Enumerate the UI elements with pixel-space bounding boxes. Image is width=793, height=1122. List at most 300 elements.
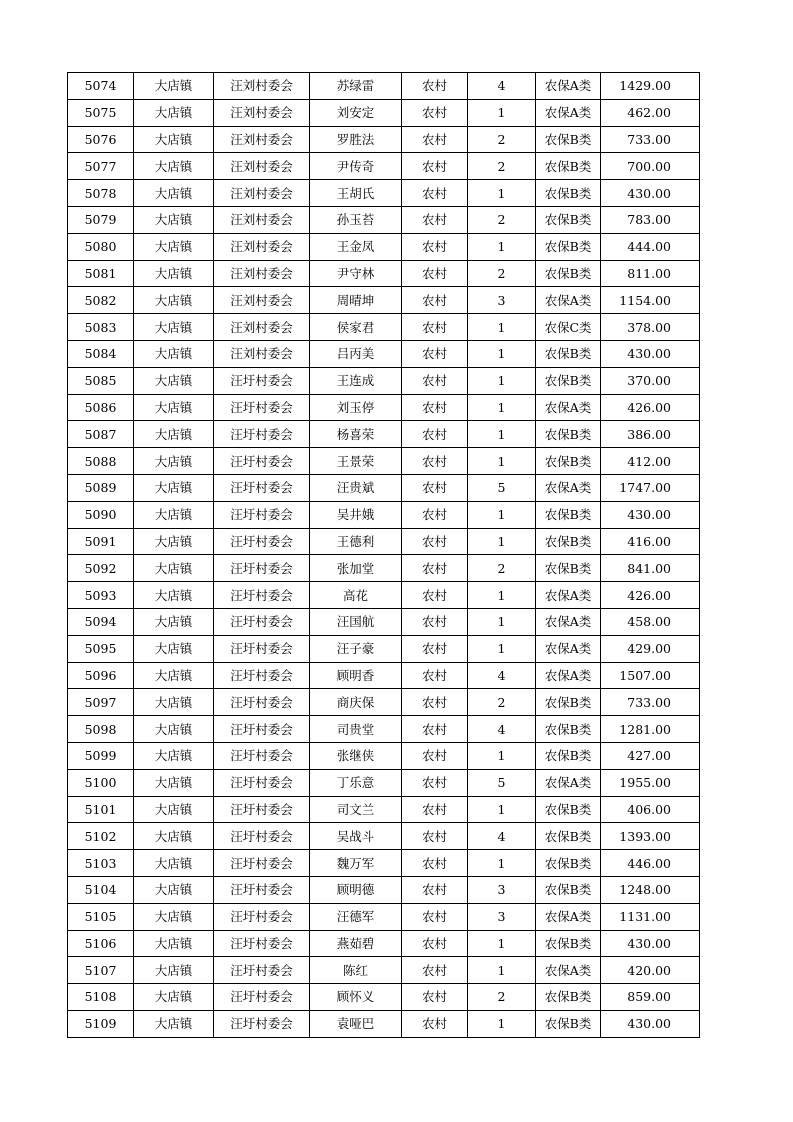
town-cell: 大店镇 xyxy=(134,716,214,743)
record-number-cell: 5089 xyxy=(68,474,134,501)
area-type-cell: 农村 xyxy=(402,421,468,448)
table-row xyxy=(68,850,700,877)
record-number-cell: 5084 xyxy=(68,340,134,367)
record-number-cell: 5096 xyxy=(68,662,134,689)
amount-cell: 370.00 xyxy=(601,367,700,394)
village-committee-cell: 汪刘村委会 xyxy=(214,206,310,233)
town-cell: 大店镇 xyxy=(134,448,214,475)
record-number-cell: 5107 xyxy=(68,957,134,984)
town-cell: 大店镇 xyxy=(134,474,214,501)
amount-cell: 420.00 xyxy=(601,957,700,984)
town-cell: 大店镇 xyxy=(134,662,214,689)
name-cell: 王金凤 xyxy=(310,233,402,260)
area-type-cell: 农村 xyxy=(402,314,468,341)
village-committee-cell: 汪圩村委会 xyxy=(214,850,310,877)
village-committee-cell: 汪圩村委会 xyxy=(214,635,310,662)
table-row xyxy=(68,582,700,609)
table-row xyxy=(68,367,700,394)
town-cell: 大店镇 xyxy=(134,689,214,716)
name-cell: 吕丙美 xyxy=(310,340,402,367)
household-size-cell: 2 xyxy=(468,126,536,153)
amount-cell: 1747.00 xyxy=(601,474,700,501)
town-cell: 大店镇 xyxy=(134,99,214,126)
town-cell: 大店镇 xyxy=(134,850,214,877)
record-number-cell: 5074 xyxy=(68,73,134,100)
record-number-cell: 5108 xyxy=(68,984,134,1011)
household-size-cell: 1 xyxy=(468,233,536,260)
insurance-category-cell: 农保B类 xyxy=(536,153,601,180)
table-row xyxy=(68,180,700,207)
area-type-cell: 农村 xyxy=(402,367,468,394)
village-committee-cell: 汪圩村委会 xyxy=(214,769,310,796)
insurance-category-cell: 农保B类 xyxy=(536,233,601,260)
village-committee-cell: 汪圩村委会 xyxy=(214,689,310,716)
amount-cell: 430.00 xyxy=(601,1010,700,1037)
table-row xyxy=(68,930,700,957)
record-number-cell: 5080 xyxy=(68,233,134,260)
town-cell: 大店镇 xyxy=(134,206,214,233)
amount-cell: 426.00 xyxy=(601,394,700,421)
amount-cell: 426.00 xyxy=(601,582,700,609)
town-cell: 大店镇 xyxy=(134,608,214,635)
household-size-cell: 1 xyxy=(468,448,536,475)
name-cell: 王胡氏 xyxy=(310,180,402,207)
town-cell: 大店镇 xyxy=(134,635,214,662)
insurance-category-cell: 农保B类 xyxy=(536,796,601,823)
village-committee-cell: 汪刘村委会 xyxy=(214,180,310,207)
table-row xyxy=(68,394,700,421)
area-type-cell: 农村 xyxy=(402,153,468,180)
amount-cell: 430.00 xyxy=(601,180,700,207)
town-cell: 大店镇 xyxy=(134,769,214,796)
household-size-cell: 2 xyxy=(468,689,536,716)
village-committee-cell: 汪圩村委会 xyxy=(214,876,310,903)
name-cell: 汪贵斌 xyxy=(310,474,402,501)
area-type-cell: 农村 xyxy=(402,340,468,367)
area-type-cell: 农村 xyxy=(402,528,468,555)
area-type-cell: 农村 xyxy=(402,394,468,421)
town-cell: 大店镇 xyxy=(134,930,214,957)
area-type-cell: 农村 xyxy=(402,662,468,689)
town-cell: 大店镇 xyxy=(134,876,214,903)
village-committee-cell: 汪圩村委会 xyxy=(214,421,310,448)
name-cell: 孙玉苔 xyxy=(310,206,402,233)
amount-cell: 1248.00 xyxy=(601,876,700,903)
area-type-cell: 农村 xyxy=(402,448,468,475)
insurance-category-cell: 农保B类 xyxy=(536,340,601,367)
benefit-table xyxy=(67,72,700,1038)
name-cell: 司贵堂 xyxy=(310,716,402,743)
record-number-cell: 5093 xyxy=(68,582,134,609)
amount-cell: 1429.00 xyxy=(601,73,700,100)
record-number-cell: 5097 xyxy=(68,689,134,716)
table-row xyxy=(68,742,700,769)
table-row xyxy=(68,206,700,233)
record-number-cell: 5083 xyxy=(68,314,134,341)
household-size-cell: 1 xyxy=(468,340,536,367)
area-type-cell: 农村 xyxy=(402,930,468,957)
table-row xyxy=(68,73,700,100)
insurance-category-cell: 农保A类 xyxy=(536,582,601,609)
amount-cell: 811.00 xyxy=(601,260,700,287)
village-committee-cell: 汪圩村委会 xyxy=(214,930,310,957)
table-row xyxy=(68,957,700,984)
household-size-cell: 4 xyxy=(468,716,536,743)
household-size-cell: 1 xyxy=(468,957,536,984)
record-number-cell: 5078 xyxy=(68,180,134,207)
household-size-cell: 1 xyxy=(468,582,536,609)
village-committee-cell: 汪刘村委会 xyxy=(214,260,310,287)
insurance-category-cell: 农保B类 xyxy=(536,501,601,528)
table-row xyxy=(68,233,700,260)
amount-cell: 386.00 xyxy=(601,421,700,448)
insurance-category-cell: 农保B类 xyxy=(536,260,601,287)
insurance-category-cell: 农保B类 xyxy=(536,1010,601,1037)
record-number-cell: 5085 xyxy=(68,367,134,394)
village-committee-cell: 汪圩村委会 xyxy=(214,742,310,769)
area-type-cell: 农村 xyxy=(402,984,468,1011)
record-number-cell: 5109 xyxy=(68,1010,134,1037)
table-row xyxy=(68,823,700,850)
name-cell: 王连成 xyxy=(310,367,402,394)
amount-cell: 427.00 xyxy=(601,742,700,769)
household-size-cell: 1 xyxy=(468,421,536,448)
household-size-cell: 1 xyxy=(468,501,536,528)
area-type-cell: 农村 xyxy=(402,957,468,984)
household-size-cell: 5 xyxy=(468,769,536,796)
area-type-cell: 农村 xyxy=(402,99,468,126)
village-committee-cell: 汪刘村委会 xyxy=(214,233,310,260)
name-cell: 吴战斗 xyxy=(310,823,402,850)
household-size-cell: 1 xyxy=(468,367,536,394)
insurance-category-cell: 农保C类 xyxy=(536,314,601,341)
table-row xyxy=(68,287,700,314)
name-cell: 商庆保 xyxy=(310,689,402,716)
table-body xyxy=(68,73,700,1038)
household-size-cell: 4 xyxy=(468,823,536,850)
insurance-category-cell: 农保B类 xyxy=(536,930,601,957)
area-type-cell: 农村 xyxy=(402,850,468,877)
town-cell: 大店镇 xyxy=(134,314,214,341)
insurance-category-cell: 农保B类 xyxy=(536,689,601,716)
insurance-category-cell: 农保A类 xyxy=(536,99,601,126)
amount-cell: 841.00 xyxy=(601,555,700,582)
area-type-cell: 农村 xyxy=(402,287,468,314)
name-cell: 尹传奇 xyxy=(310,153,402,180)
insurance-category-cell: 农保B类 xyxy=(536,716,601,743)
area-type-cell: 农村 xyxy=(402,635,468,662)
area-type-cell: 农村 xyxy=(402,742,468,769)
town-cell: 大店镇 xyxy=(134,287,214,314)
insurance-category-cell: 农保B类 xyxy=(536,528,601,555)
household-size-cell: 1 xyxy=(468,850,536,877)
insurance-category-cell: 农保B类 xyxy=(536,126,601,153)
household-size-cell: 1 xyxy=(468,314,536,341)
village-committee-cell: 汪圩村委会 xyxy=(214,474,310,501)
amount-cell: 462.00 xyxy=(601,99,700,126)
town-cell: 大店镇 xyxy=(134,501,214,528)
insurance-category-cell: 农保B类 xyxy=(536,421,601,448)
amount-cell: 733.00 xyxy=(601,689,700,716)
insurance-category-cell: 农保B类 xyxy=(536,206,601,233)
town-cell: 大店镇 xyxy=(134,421,214,448)
record-number-cell: 5099 xyxy=(68,742,134,769)
village-committee-cell: 汪圩村委会 xyxy=(214,957,310,984)
insurance-category-cell: 农保A类 xyxy=(536,635,601,662)
table-row xyxy=(68,984,700,1011)
household-size-cell: 1 xyxy=(468,1010,536,1037)
name-cell: 王德利 xyxy=(310,528,402,555)
town-cell: 大店镇 xyxy=(134,126,214,153)
area-type-cell: 农村 xyxy=(402,689,468,716)
record-number-cell: 5087 xyxy=(68,421,134,448)
amount-cell: 700.00 xyxy=(601,153,700,180)
household-size-cell: 1 xyxy=(468,742,536,769)
village-committee-cell: 汪刘村委会 xyxy=(214,73,310,100)
amount-cell: 733.00 xyxy=(601,126,700,153)
amount-cell: 429.00 xyxy=(601,635,700,662)
table-row xyxy=(68,501,700,528)
name-cell: 侯家君 xyxy=(310,314,402,341)
record-number-cell: 5103 xyxy=(68,850,134,877)
insurance-category-cell: 农保B类 xyxy=(536,850,601,877)
name-cell: 魏万军 xyxy=(310,850,402,877)
table-row xyxy=(68,689,700,716)
town-cell: 大店镇 xyxy=(134,984,214,1011)
insurance-category-cell: 农保A类 xyxy=(536,957,601,984)
insurance-category-cell: 农保A类 xyxy=(536,903,601,930)
record-number-cell: 5101 xyxy=(68,796,134,823)
record-number-cell: 5076 xyxy=(68,126,134,153)
village-committee-cell: 汪圩村委会 xyxy=(214,796,310,823)
household-size-cell: 2 xyxy=(468,153,536,180)
household-size-cell: 5 xyxy=(468,474,536,501)
insurance-category-cell: 农保A类 xyxy=(536,662,601,689)
record-number-cell: 5090 xyxy=(68,501,134,528)
household-size-cell: 1 xyxy=(468,796,536,823)
table-row xyxy=(68,555,700,582)
town-cell: 大店镇 xyxy=(134,260,214,287)
record-number-cell: 5077 xyxy=(68,153,134,180)
town-cell: 大店镇 xyxy=(134,555,214,582)
record-number-cell: 5081 xyxy=(68,260,134,287)
area-type-cell: 农村 xyxy=(402,555,468,582)
insurance-category-cell: 农保B类 xyxy=(536,367,601,394)
table-row xyxy=(68,876,700,903)
table-row xyxy=(68,126,700,153)
household-size-cell: 1 xyxy=(468,635,536,662)
name-cell: 司文兰 xyxy=(310,796,402,823)
village-committee-cell: 汪圩村委会 xyxy=(214,1010,310,1037)
record-number-cell: 5102 xyxy=(68,823,134,850)
amount-cell: 406.00 xyxy=(601,796,700,823)
village-committee-cell: 汪刘村委会 xyxy=(214,314,310,341)
area-type-cell: 农村 xyxy=(402,180,468,207)
village-committee-cell: 汪圩村委会 xyxy=(214,367,310,394)
insurance-category-cell: 农保A类 xyxy=(536,287,601,314)
village-committee-cell: 汪圩村委会 xyxy=(214,501,310,528)
insurance-category-cell: 农保A类 xyxy=(536,394,601,421)
town-cell: 大店镇 xyxy=(134,73,214,100)
record-number-cell: 5094 xyxy=(68,608,134,635)
area-type-cell: 农村 xyxy=(402,608,468,635)
town-cell: 大店镇 xyxy=(134,340,214,367)
table-row xyxy=(68,716,700,743)
amount-cell: 1507.00 xyxy=(601,662,700,689)
record-number-cell: 5075 xyxy=(68,99,134,126)
name-cell: 刘玉停 xyxy=(310,394,402,421)
area-type-cell: 农村 xyxy=(402,73,468,100)
name-cell: 汪德军 xyxy=(310,903,402,930)
name-cell: 苏绿雷 xyxy=(310,73,402,100)
table-row xyxy=(68,314,700,341)
household-size-cell: 2 xyxy=(468,984,536,1011)
town-cell: 大店镇 xyxy=(134,394,214,421)
amount-cell: 859.00 xyxy=(601,984,700,1011)
household-size-cell: 1 xyxy=(468,99,536,126)
amount-cell: 458.00 xyxy=(601,608,700,635)
amount-cell: 783.00 xyxy=(601,206,700,233)
table-row xyxy=(68,99,700,126)
amount-cell: 412.00 xyxy=(601,448,700,475)
insurance-category-cell: 农保B类 xyxy=(536,876,601,903)
name-cell: 杨喜荣 xyxy=(310,421,402,448)
table-row xyxy=(68,260,700,287)
name-cell: 罗胜法 xyxy=(310,126,402,153)
town-cell: 大店镇 xyxy=(134,528,214,555)
household-size-cell: 3 xyxy=(468,876,536,903)
table-row xyxy=(68,474,700,501)
household-size-cell: 2 xyxy=(468,206,536,233)
insurance-category-cell: 农保B类 xyxy=(536,823,601,850)
table-row xyxy=(68,662,700,689)
record-number-cell: 5106 xyxy=(68,930,134,957)
village-committee-cell: 汪圩村委会 xyxy=(214,716,310,743)
table-row xyxy=(68,769,700,796)
name-cell: 汪国航 xyxy=(310,608,402,635)
name-cell: 张继侠 xyxy=(310,742,402,769)
area-type-cell: 农村 xyxy=(402,716,468,743)
name-cell: 袁哑巴 xyxy=(310,1010,402,1037)
name-cell: 顾明德 xyxy=(310,876,402,903)
table-row xyxy=(68,635,700,662)
area-type-cell: 农村 xyxy=(402,206,468,233)
insurance-category-cell: 农保B类 xyxy=(536,555,601,582)
record-number-cell: 5079 xyxy=(68,206,134,233)
village-committee-cell: 汪刘村委会 xyxy=(214,287,310,314)
amount-cell: 378.00 xyxy=(601,314,700,341)
area-type-cell: 农村 xyxy=(402,1010,468,1037)
household-size-cell: 1 xyxy=(468,180,536,207)
name-cell: 陈红 xyxy=(310,957,402,984)
household-size-cell: 4 xyxy=(468,73,536,100)
table-row xyxy=(68,448,700,475)
record-number-cell: 5082 xyxy=(68,287,134,314)
town-cell: 大店镇 xyxy=(134,903,214,930)
area-type-cell: 农村 xyxy=(402,126,468,153)
table-row xyxy=(68,1010,700,1037)
area-type-cell: 农村 xyxy=(402,876,468,903)
village-committee-cell: 汪刘村委会 xyxy=(214,153,310,180)
record-number-cell: 5105 xyxy=(68,903,134,930)
area-type-cell: 农村 xyxy=(402,474,468,501)
name-cell: 尹守林 xyxy=(310,260,402,287)
town-cell: 大店镇 xyxy=(134,1010,214,1037)
record-number-cell: 5100 xyxy=(68,769,134,796)
area-type-cell: 农村 xyxy=(402,260,468,287)
name-cell: 刘安定 xyxy=(310,99,402,126)
village-committee-cell: 汪圩村委会 xyxy=(214,823,310,850)
area-type-cell: 农村 xyxy=(402,823,468,850)
record-number-cell: 5086 xyxy=(68,394,134,421)
household-size-cell: 4 xyxy=(468,662,536,689)
village-committee-cell: 汪圩村委会 xyxy=(214,555,310,582)
town-cell: 大店镇 xyxy=(134,582,214,609)
area-type-cell: 农村 xyxy=(402,903,468,930)
name-cell: 高花 xyxy=(310,582,402,609)
name-cell: 丁乐意 xyxy=(310,769,402,796)
town-cell: 大店镇 xyxy=(134,233,214,260)
village-committee-cell: 汪圩村委会 xyxy=(214,394,310,421)
area-type-cell: 农村 xyxy=(402,796,468,823)
table-row xyxy=(68,421,700,448)
insurance-category-cell: 农保A类 xyxy=(536,608,601,635)
village-committee-cell: 汪圩村委会 xyxy=(214,662,310,689)
insurance-category-cell: 农保B类 xyxy=(536,984,601,1011)
village-committee-cell: 汪圩村委会 xyxy=(214,448,310,475)
record-number-cell: 5088 xyxy=(68,448,134,475)
area-type-cell: 农村 xyxy=(402,501,468,528)
record-number-cell: 5098 xyxy=(68,716,134,743)
town-cell: 大店镇 xyxy=(134,180,214,207)
amount-cell: 1154.00 xyxy=(601,287,700,314)
amount-cell: 444.00 xyxy=(601,233,700,260)
amount-cell: 430.00 xyxy=(601,340,700,367)
area-type-cell: 农村 xyxy=(402,769,468,796)
village-committee-cell: 汪圩村委会 xyxy=(214,903,310,930)
amount-cell: 1393.00 xyxy=(601,823,700,850)
record-number-cell: 5092 xyxy=(68,555,134,582)
table-row xyxy=(68,340,700,367)
town-cell: 大店镇 xyxy=(134,823,214,850)
household-size-cell: 1 xyxy=(468,394,536,421)
town-cell: 大店镇 xyxy=(134,153,214,180)
household-size-cell: 1 xyxy=(468,528,536,555)
table-row xyxy=(68,608,700,635)
amount-cell: 416.00 xyxy=(601,528,700,555)
town-cell: 大店镇 xyxy=(134,957,214,984)
name-cell: 汪子豪 xyxy=(310,635,402,662)
name-cell: 张加堂 xyxy=(310,555,402,582)
record-number-cell: 5095 xyxy=(68,635,134,662)
table-row xyxy=(68,528,700,555)
table-row xyxy=(68,903,700,930)
town-cell: 大店镇 xyxy=(134,742,214,769)
household-size-cell: 2 xyxy=(468,260,536,287)
name-cell: 顾怀义 xyxy=(310,984,402,1011)
village-committee-cell: 汪圩村委会 xyxy=(214,528,310,555)
name-cell: 吴井娥 xyxy=(310,501,402,528)
household-size-cell: 1 xyxy=(468,930,536,957)
name-cell: 燕茹碧 xyxy=(310,930,402,957)
village-committee-cell: 汪圩村委会 xyxy=(214,984,310,1011)
amount-cell: 1131.00 xyxy=(601,903,700,930)
town-cell: 大店镇 xyxy=(134,796,214,823)
household-size-cell: 2 xyxy=(468,555,536,582)
table-row xyxy=(68,796,700,823)
table-row xyxy=(68,153,700,180)
name-cell: 王景荣 xyxy=(310,448,402,475)
